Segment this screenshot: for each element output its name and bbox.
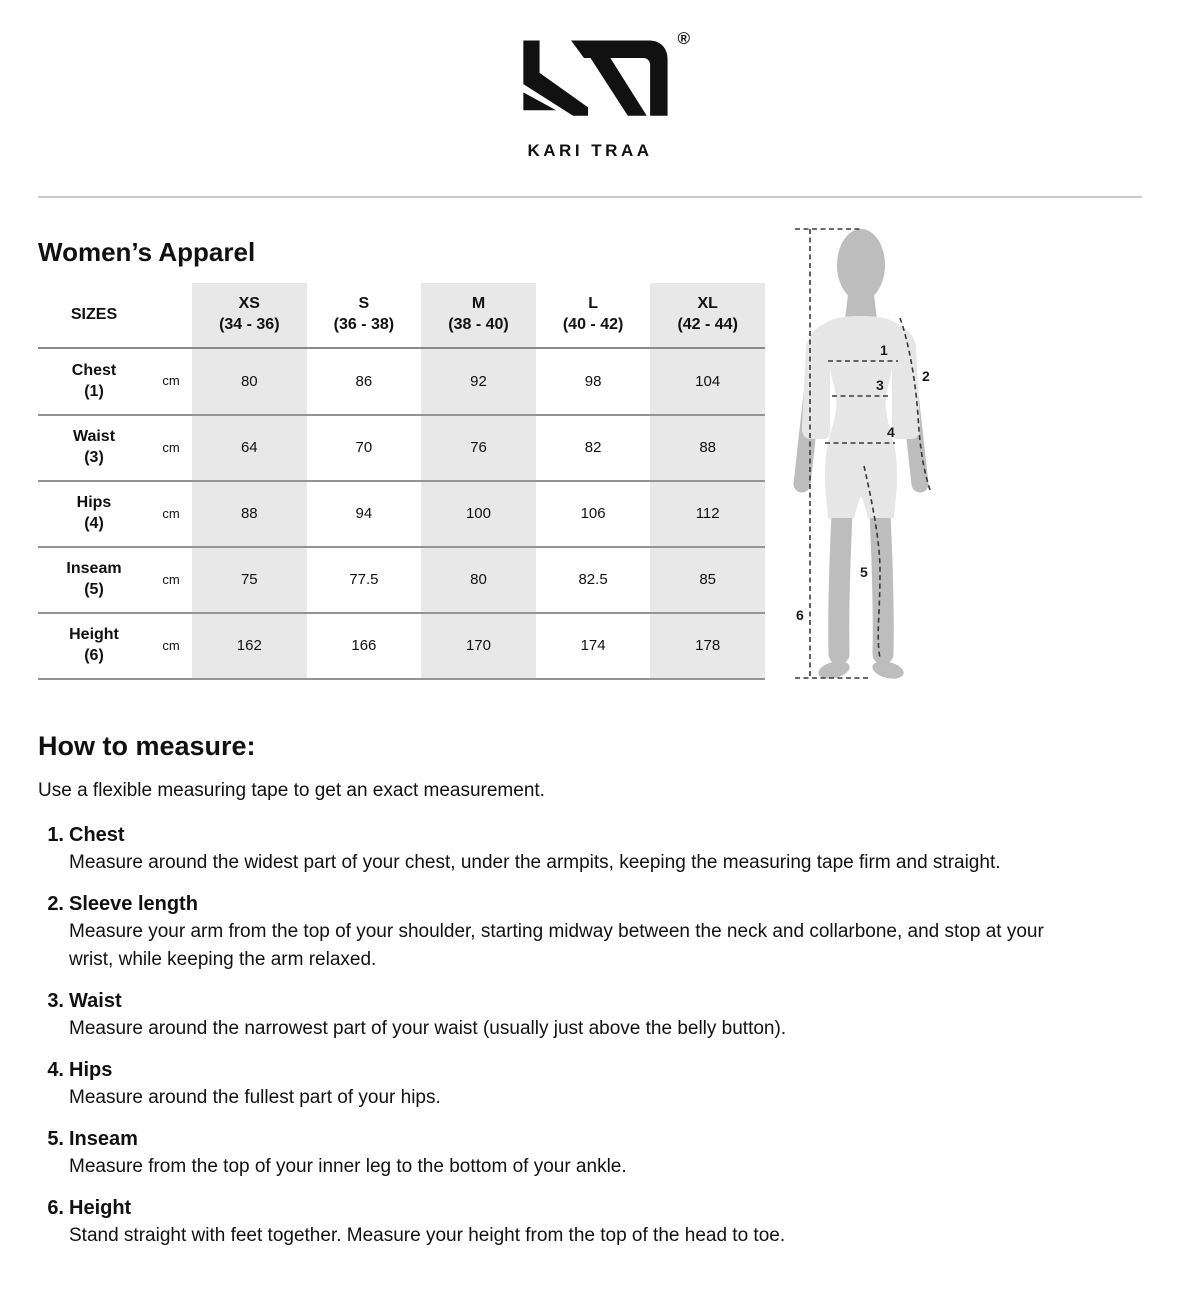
value-cell: 85	[650, 548, 765, 612]
value-cell: 64	[192, 416, 307, 480]
size-range: (42 - 44)	[677, 316, 738, 333]
measure-name: Height	[69, 626, 119, 644]
kari-traa-logo-icon	[510, 33, 670, 134]
size-range: (40 - 42)	[562, 316, 624, 333]
figure-label-hips: 4	[887, 424, 895, 440]
value-cell: 112	[650, 482, 765, 546]
unit-cell: cm	[162, 571, 180, 587]
measure-ref: (5)	[84, 581, 104, 598]
instruction-heading	[38, 1125, 1118, 1153]
measure-ref: (3)	[84, 449, 104, 466]
instruction-heading	[38, 890, 1118, 918]
value-cell: 76	[421, 416, 536, 480]
col-header-m	[421, 283, 536, 347]
size-range: (34 - 36)	[219, 316, 280, 333]
header-divider	[38, 196, 1142, 198]
measure-name: Chest	[71, 361, 117, 379]
measure-ref: (1)	[84, 382, 104, 400]
instruction-item-inseam	[38, 1125, 1118, 1181]
instruction-number: 2.	[47, 893, 64, 915]
body-silhouette-icon	[790, 226, 950, 686]
instruction-item-height	[38, 1194, 1118, 1250]
instruction-title: Inseam	[69, 1128, 138, 1150]
instruction-heading	[38, 1056, 1118, 1084]
registered-trademark-icon: ®	[677, 29, 690, 48]
table-row-chest	[38, 349, 765, 416]
size-range: (38 - 40)	[448, 316, 509, 333]
unit-cell: cm	[162, 439, 180, 455]
figure-label-inseam: 5	[860, 564, 868, 580]
col-header-unit-spacer	[150, 283, 192, 347]
value-cell: 104	[650, 349, 765, 414]
instruction-title: Hips	[69, 1059, 113, 1081]
value-cell: 166	[351, 637, 377, 655]
figure-label-chest: 1	[880, 342, 888, 358]
measure-name: Waist	[72, 428, 116, 446]
size-name: S	[358, 295, 370, 313]
size-name: L	[588, 295, 598, 313]
instruction-text: Measure your arm from the top of your shoulder, starting midway between the neck and collarbone, and stop at your wrist, while keeping the arm relaxed.	[69, 921, 1044, 970]
section-intro: Use a flexible measuring tape to get an exact measurement.	[38, 780, 545, 801]
value-cell: 86	[355, 372, 373, 390]
instruction-number: 4.	[47, 1059, 64, 1081]
instruction-title: Height	[69, 1197, 132, 1219]
instruction-title: Sleeve length	[69, 893, 198, 915]
value-cell: 77.5	[349, 571, 379, 589]
value-cell: 174	[580, 637, 606, 655]
size-name: M	[471, 295, 486, 313]
instruction-heading	[38, 821, 1118, 849]
value-cell: 82.5	[578, 571, 608, 589]
instruction-number: 3.	[47, 990, 64, 1012]
instruction-text: Measure around the fullest part of your hips.	[69, 1087, 441, 1108]
table-row-hips	[38, 482, 765, 548]
table-row-inseam	[38, 548, 765, 614]
value-cell: 98	[584, 372, 602, 390]
row-label	[38, 614, 150, 678]
instruction-item-chest	[38, 821, 1118, 877]
value-cell: 88	[192, 482, 307, 546]
table-header-row	[38, 283, 765, 349]
size-name: XL	[697, 295, 718, 313]
instruction-text: Measure around the widest part of your chest, under the armpits, keeping the measuring tape firm and straight.	[69, 852, 1001, 873]
instruction-heading	[38, 987, 1118, 1015]
size-name: XS	[238, 295, 260, 313]
value-cell: 100	[421, 482, 536, 546]
row-label	[38, 548, 150, 612]
col-header-s	[307, 283, 422, 347]
instruction-text: Measure around the narrowest part of your waist (usually just above the belly button).	[69, 1018, 787, 1039]
table-row-waist	[38, 416, 765, 482]
instruction-text: Stand straight with feet together. Measure your height from the top of the head to toe.	[69, 1225, 786, 1246]
page-title: Women’s Apparel	[38, 237, 256, 267]
section-title: How to measure:	[38, 731, 256, 761]
instruction-number: 5.	[47, 1128, 64, 1150]
col-header-xl	[650, 283, 765, 347]
unit-cell: cm	[162, 373, 180, 389]
unit-cell: cm	[162, 505, 180, 521]
value-cell: 80	[421, 548, 536, 612]
instruction-item-waist	[38, 987, 1118, 1043]
value-cell: 170	[421, 614, 536, 678]
row-label	[38, 416, 150, 480]
unit-cell: cm	[162, 637, 180, 653]
value-cell: 92	[421, 349, 536, 414]
figure-label-sleeve: 2	[922, 368, 930, 384]
instruction-heading	[38, 1194, 1118, 1222]
value-cell: 178	[650, 614, 765, 678]
instruction-item-sleeve-length	[38, 890, 1118, 974]
measure-name: Inseam	[66, 560, 122, 578]
measurement-figure	[790, 226, 950, 686]
value-cell: 75	[192, 548, 307, 612]
instruction-item-hips	[38, 1056, 1118, 1112]
value-cell: 80	[192, 349, 307, 414]
col-header-l	[536, 283, 651, 347]
instruction-number: 6.	[47, 1197, 64, 1219]
value-cell: 70	[355, 439, 373, 457]
value-cell: 162	[192, 614, 307, 678]
measure-ref: (6)	[84, 647, 104, 664]
measure-name: Hips	[76, 494, 112, 512]
instruction-title: Waist	[69, 990, 122, 1012]
col-header-sizes: SIZES	[70, 305, 118, 323]
table-row-height	[38, 614, 765, 680]
instruction-number: 1.	[47, 824, 64, 846]
instruction-text: Measure from the top of your inner leg to the bottom of your ankle.	[69, 1156, 627, 1177]
measure-ref: (4)	[84, 515, 104, 532]
figure-label-waist: 3	[876, 377, 884, 393]
instruction-title: Chest	[69, 824, 125, 846]
size-range: (36 - 38)	[333, 316, 395, 333]
value-cell: 106	[580, 505, 606, 523]
value-cell: 94	[355, 505, 373, 523]
brand-wordmark: KARI TRAA	[527, 141, 653, 160]
brand-header	[0, 29, 1180, 161]
value-cell: 82	[584, 439, 602, 457]
value-cell: 88	[650, 416, 765, 480]
row-label	[38, 482, 150, 546]
how-to-measure-section	[38, 731, 1118, 1263]
col-header-xs	[192, 283, 307, 347]
row-label	[38, 349, 150, 414]
figure-label-height: 6	[796, 607, 804, 623]
size-table	[38, 283, 765, 680]
